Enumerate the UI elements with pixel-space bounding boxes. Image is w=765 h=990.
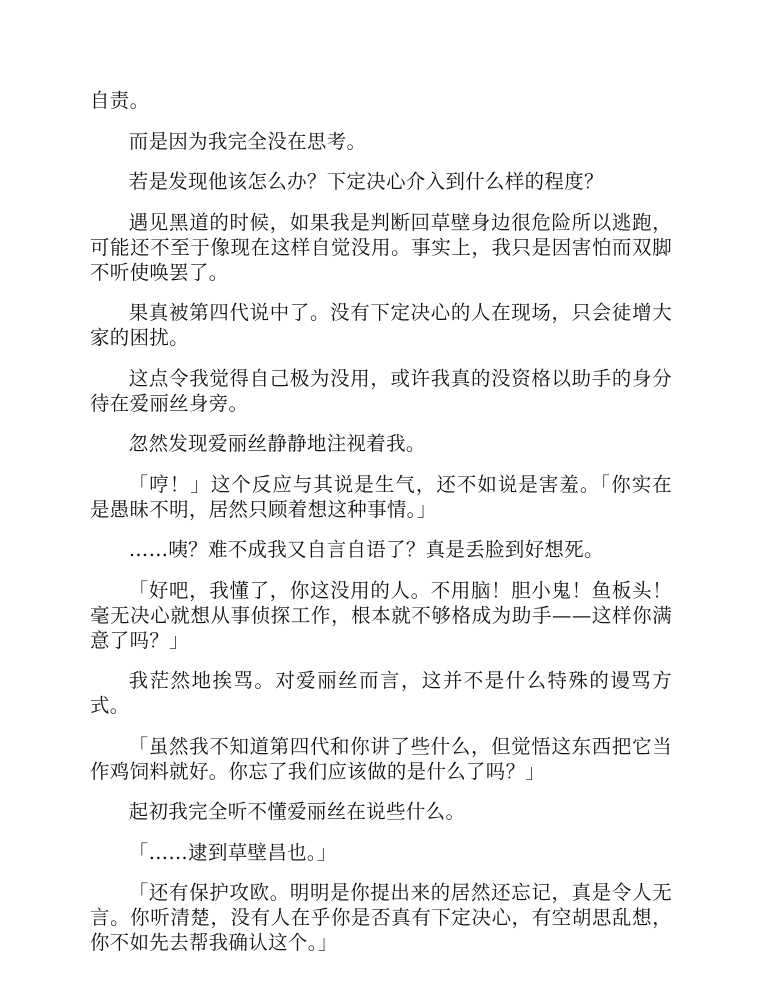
- paragraph: 「……逮到草壁昌也。」: [128, 840, 337, 864]
- paragraph: 我茫然地挨骂。对爱丽丝而言，这并不是什么特殊的谩骂方式。: [90, 669, 672, 717]
- paragraph: 「好吧，我懂了，你这没用的人。不用脑！胆小鬼！鱼板头！毫无决心就想从事侦探工作，根本就不够格成为助手——这样你满意了吗？」: [90, 578, 672, 652]
- paragraph: 起初我完全听不懂爱丽丝在说些什么。: [128, 800, 466, 823]
- paragraph: 遇见黑道的时候，如果我是判断回草壁身边很危险所以逃跑，可能还不至于像现在这样自觉没用。事实上，我只是因害怕而双脚不听使唤罢了。: [90, 210, 672, 284]
- paragraph: 自责。: [90, 89, 150, 112]
- paragraph: ……咦？难不成我又自言自语了？真是丢脸到好想死。: [128, 538, 604, 561]
- paragraph: 若是发现他该怎么办？下定决心介入到什么样的程度？: [128, 170, 604, 193]
- paragraph: 「虽然我不知道第四代和你讲了些什么，但觉悟这东西把它当作鸡饲料就好。你忘了我们应该做的是什么了吗？」: [90, 734, 672, 783]
- document-page: [90, 88, 672, 971]
- paragraph: 「还有保护攻欧。明明是你提出来的居然还忘记，真是令人无言。你听清楚，没有人在乎你是否真有下定决心，有空胡思乱想，你不如先去帮我确认这个。」: [90, 881, 672, 954]
- paragraph: 而是因为我完全没在思考。: [128, 129, 367, 153]
- paragraph: 这点令我觉得自己极为没用，或许我真的没资格以助手的身分待在爱丽丝身旁。: [90, 366, 672, 415]
- paragraph: 忽然发现爱丽丝静静地注视着我。: [128, 432, 426, 455]
- paragraph: 「哼！」这个反应与其说是生气，还不如说是害羞。「你实在是愚昧不明，居然只顾着想这种事情。」: [90, 472, 672, 521]
- paragraph: 果真被第四代说中了。没有下定决心的人在现场，只会徒增大家的困扰。: [90, 301, 672, 349]
